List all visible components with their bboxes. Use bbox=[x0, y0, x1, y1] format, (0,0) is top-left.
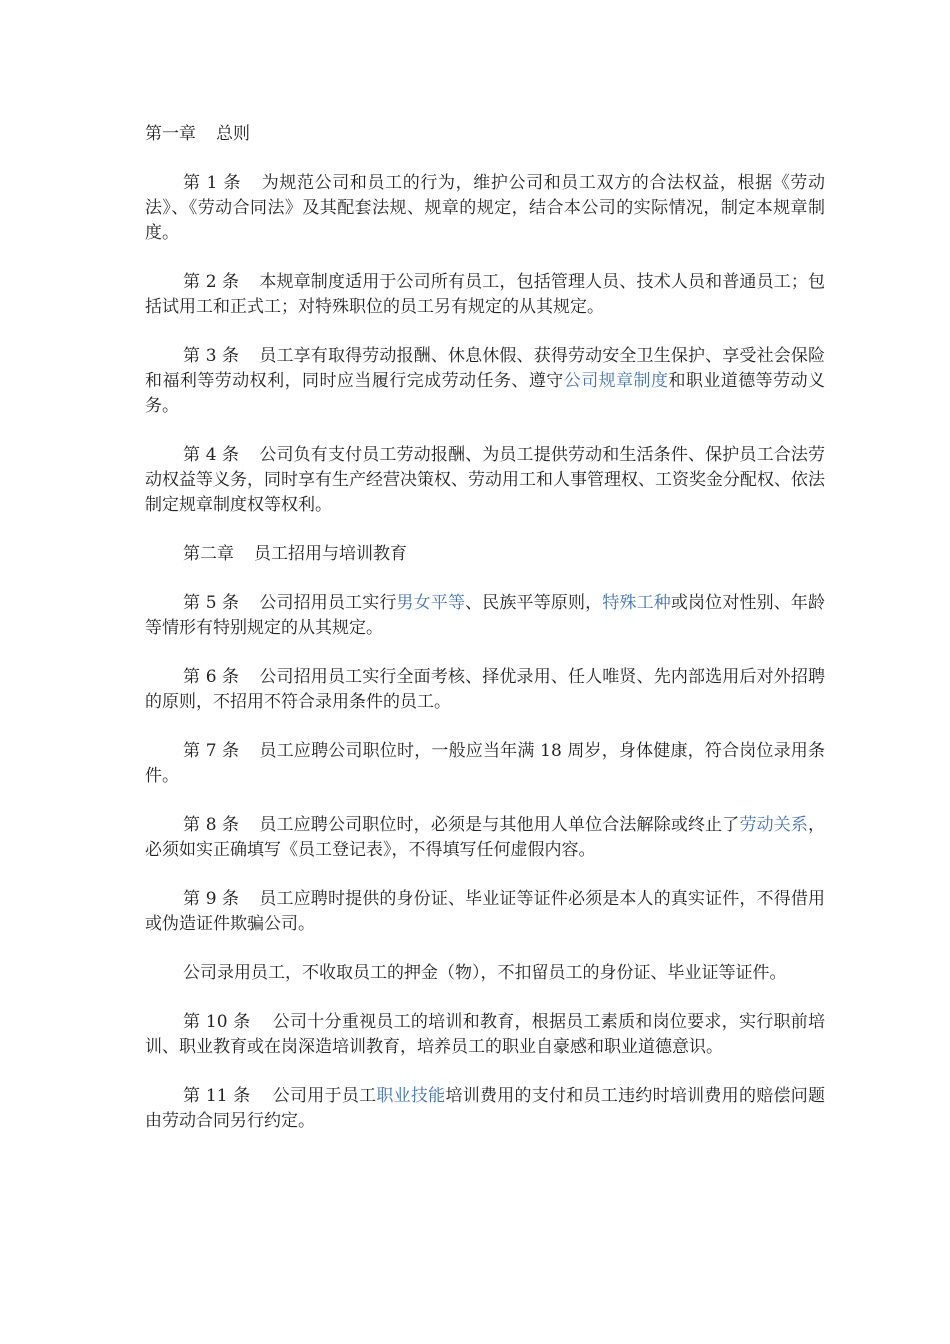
article-text: 员工应聘公司职位时，必须是与其他用人单位合法解除或终止了 bbox=[259, 815, 740, 835]
link-gender-equality[interactable]: 男女平等 bbox=[396, 593, 466, 613]
chapter-label: 第二章 bbox=[183, 544, 234, 564]
article-label: 第 2 条 bbox=[183, 272, 240, 292]
article-text: 或岗位对性别、年龄等情形有特别规定的从其规定。 bbox=[145, 593, 826, 638]
chapter-heading-1 bbox=[145, 122, 825, 147]
link-special-jobs[interactable]: 特殊工种 bbox=[602, 593, 671, 613]
article-label: 第 6 条 bbox=[183, 667, 240, 687]
article-2 bbox=[145, 270, 825, 320]
chapter-title: 员工招用与培训教育 bbox=[254, 544, 407, 564]
article-text: 公司十分重视员工的培训和教育，根据员工素质和岗位要求，实行职前培训、职业教育或在岗深造培训教育，培养员工的职业自豪感和职业道德意识。 bbox=[145, 1012, 826, 1057]
article-label: 第 7 条 bbox=[183, 741, 240, 761]
article-6 bbox=[145, 665, 825, 715]
article-text: 公司招用员工实行 bbox=[259, 593, 397, 613]
article-text: 、民族平等原则， bbox=[465, 593, 603, 613]
article-text: ，必须如实正确填写《员工登记表》，不得填写任何虚假内容。 bbox=[145, 815, 826, 860]
article-8 bbox=[145, 813, 825, 863]
article-text: 公司负有支付员工劳动报酬、为员工提供劳动和生活条件、保护员工合法劳动权益等义务，同时享有生产经营决策权、劳动用工和人事管理权、工资奖金分配权、依法制定规章制度权等权利。 bbox=[145, 445, 826, 515]
article-label: 第 5 条 bbox=[183, 593, 240, 613]
article-text: 公司用于员工 bbox=[272, 1086, 377, 1106]
article-11 bbox=[145, 1084, 825, 1134]
article-7 bbox=[145, 739, 825, 789]
article-1 bbox=[145, 171, 825, 246]
chapter-title: 总则 bbox=[216, 124, 250, 144]
article-5 bbox=[145, 591, 825, 641]
chapter-heading-2 bbox=[145, 542, 825, 567]
link-vocational-skills[interactable]: 职业技能 bbox=[376, 1086, 446, 1106]
article-text: 员工应聘时提供的身份证、毕业证等证件必须是本人的真实证件，不得借用或伪造证件欺骗公司。 bbox=[145, 889, 826, 934]
article-label: 第 1 条 bbox=[183, 173, 242, 193]
article-text: 公司招用员工实行全面考核、择优录用、任人唯贤、先内部选用后对外招聘的原则，不招用不符合录用条件的员工。 bbox=[145, 667, 826, 712]
article-3 bbox=[145, 344, 825, 419]
article-text: 本规章制度适用于公司所有员工，包括管理人员、技术人员和普通员工；包括试用工和正式工；对特殊职位的员工另有规定的从其规定。 bbox=[145, 272, 826, 317]
link-company-rules[interactable]: 公司规章制度 bbox=[563, 371, 669, 391]
link-labor-relations[interactable]: 劳动关系 bbox=[739, 815, 809, 835]
chapter-label: 第一章 bbox=[145, 124, 196, 144]
article-text: 培训费用的支付和员工违约时培训费用的赔偿问题由劳动合同另行约定。 bbox=[145, 1086, 826, 1131]
article-label: 第 9 条 bbox=[183, 889, 240, 909]
article-text: 和职业道德等劳动义务。 bbox=[145, 371, 826, 416]
article-text: 为规范公司和员工的行为，维护公司和员工双方的合法权益，根据《劳动法》、《劳动合同法》及其配套法规、规章的规定，结合本公司的实际情况，制定本规章制度。 bbox=[145, 173, 826, 243]
paragraph-deposit bbox=[145, 961, 825, 986]
article-label: 第 11 条 bbox=[183, 1086, 251, 1106]
article-label: 第 3 条 bbox=[183, 346, 240, 366]
paragraph-text: 公司录用员工，不收取员工的押金（物），不扣留员工的身份证、毕业证等证件。 bbox=[183, 963, 787, 983]
article-10 bbox=[145, 1010, 825, 1060]
article-9 bbox=[145, 887, 825, 937]
article-label: 第 8 条 bbox=[183, 815, 240, 835]
article-text: 员工应聘公司职位时，一般应当年满 18 周岁，身体健康，符合岗位录用条件。 bbox=[145, 741, 825, 786]
article-text: 员工享有取得劳动报酬、休息休假、获得劳动安全卫生保护、享受社会保险和福利等劳动权利，同时应当履行完成劳动任务、遵守 bbox=[145, 346, 826, 391]
article-label: 第 10 条 bbox=[183, 1012, 251, 1032]
document-body bbox=[145, 122, 825, 1158]
article-label: 第 4 条 bbox=[183, 445, 240, 465]
article-4 bbox=[145, 443, 825, 518]
